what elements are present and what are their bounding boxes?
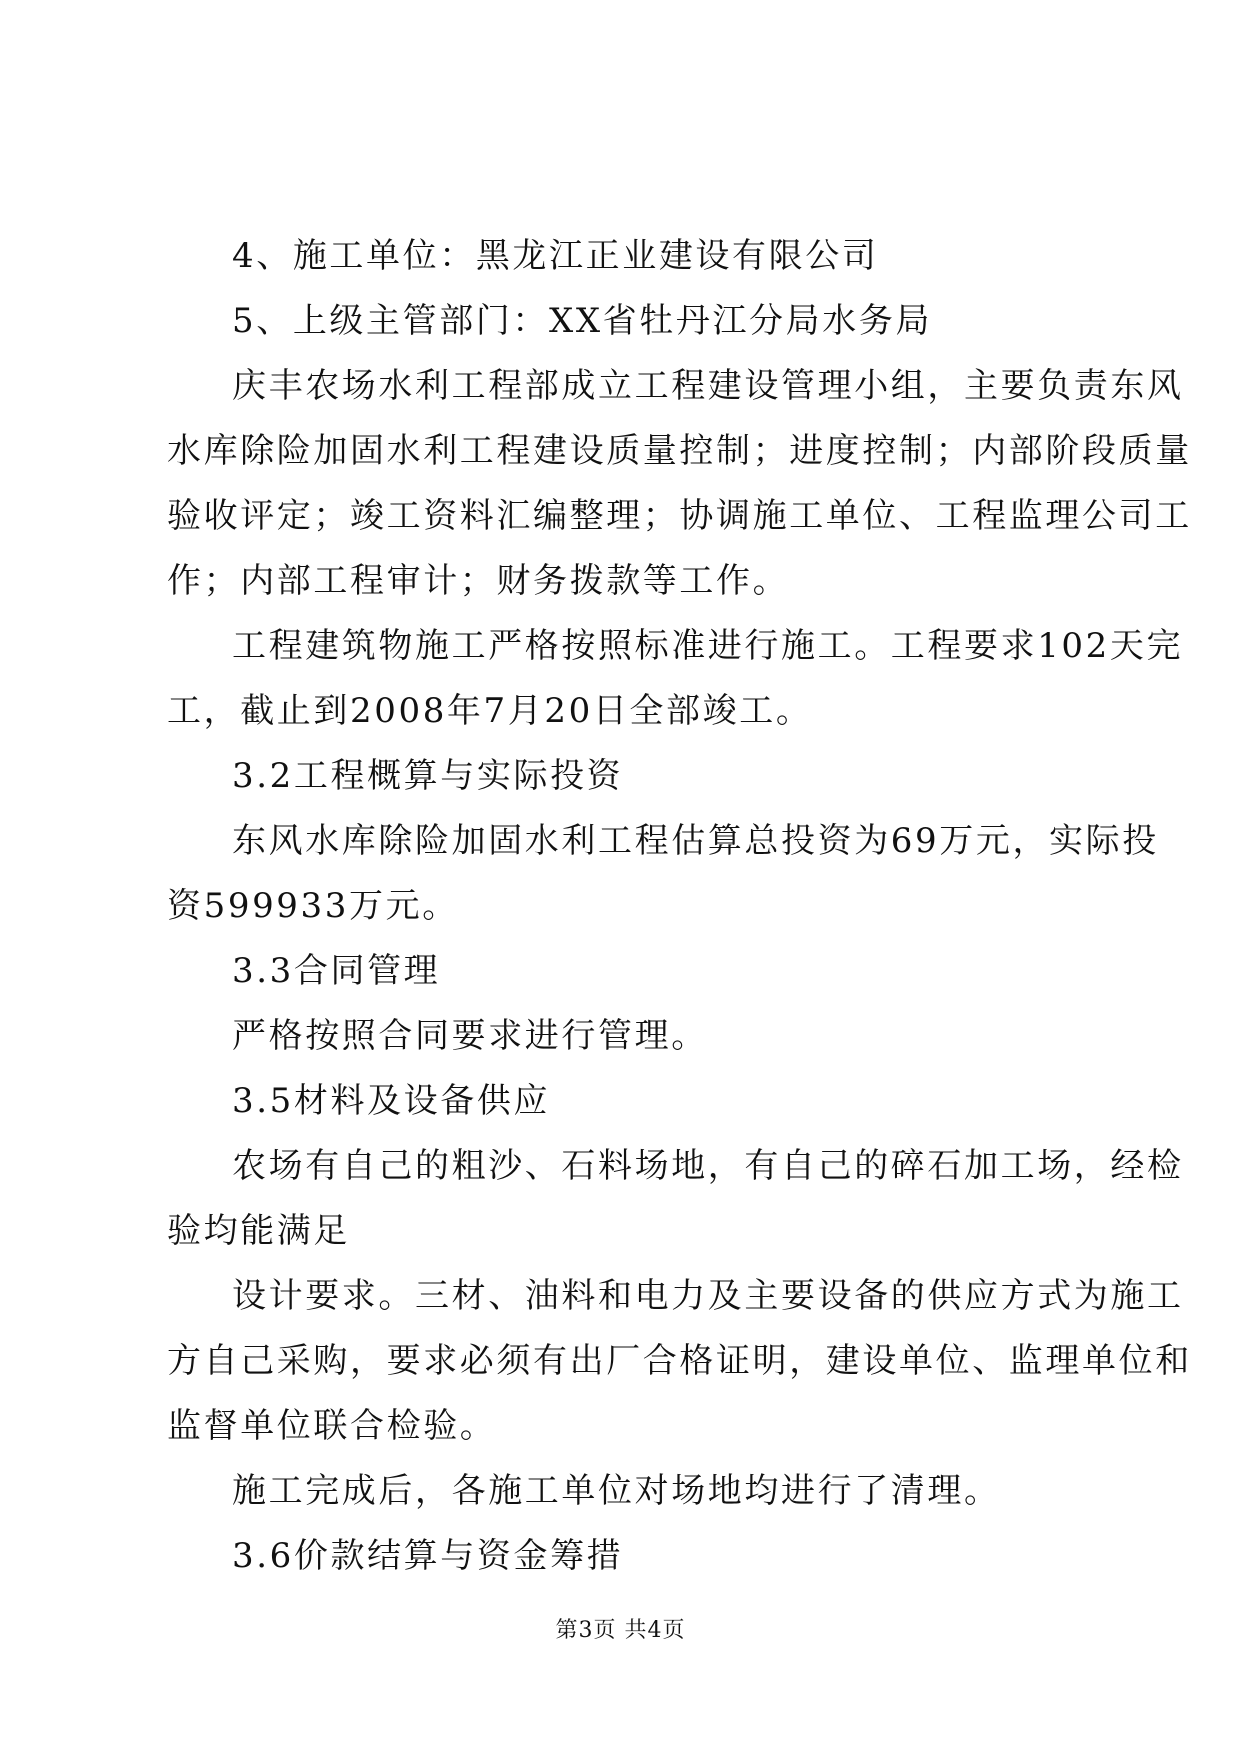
- text-line-18: 方自己采购，要求必须有出厂合格证明，建设单位、监理单位和: [167, 1341, 1192, 1381]
- text-line-17: 设计要求。三材、油料和电力及主要设备的供应方式为施工: [232, 1276, 1184, 1316]
- text-line-2: 5、上级主管部门：XX省牡丹江分局水务局: [232, 301, 933, 341]
- text-line-4: 水库除险加固水利工程建设质量控制；进度控制；内部阶段质量: [167, 431, 1192, 471]
- text-line-7: 工程建筑物施工严格按照标准进行施工。工程要求102天完: [232, 626, 1184, 666]
- text-line-6: 作；内部工程审计；财务拨款等工作。: [167, 561, 790, 601]
- text-line-15: 农场有自己的粗沙、石料场地，有自己的碎石加工场，经检: [232, 1146, 1184, 1186]
- text-line-5: 验收评定；竣工资料汇编整理；协调施工单位、工程监理公司工: [167, 496, 1192, 536]
- section-heading-3-3: 3.3合同管理: [232, 951, 441, 991]
- text-line-10: 东风水库除险加固水利工程估算总投资为69万元，实际投: [232, 821, 1159, 861]
- text-line-13: 严格按照合同要求进行管理。: [232, 1016, 708, 1056]
- page-footer: 第3页 共4页: [555, 1618, 686, 1643]
- section-heading-3-6: 3.6价款结算与资金筹措: [232, 1536, 624, 1576]
- text-line-20: 施工完成后，各施工单位对场地均进行了清理。: [232, 1471, 1001, 1511]
- text-line-3: 庆丰农场水利工程部成立工程建设管理小组，主要负责东风: [232, 366, 1184, 406]
- text-line-1: 4、施工单位：黑龙江正业建设有限公司: [232, 236, 879, 276]
- text-line-19: 监督单位联合检验。: [167, 1406, 497, 1446]
- section-heading-3-5: 3.5材料及设备供应: [232, 1081, 551, 1121]
- text-line-11: 资599933万元。: [167, 886, 459, 926]
- text-line-16: 验均能满足: [167, 1211, 350, 1251]
- section-heading-3-2: 3.2工程概算与实际投资: [232, 756, 624, 796]
- text-line-8: 工，截止到2008年7月20日全部竣工。: [167, 691, 813, 731]
